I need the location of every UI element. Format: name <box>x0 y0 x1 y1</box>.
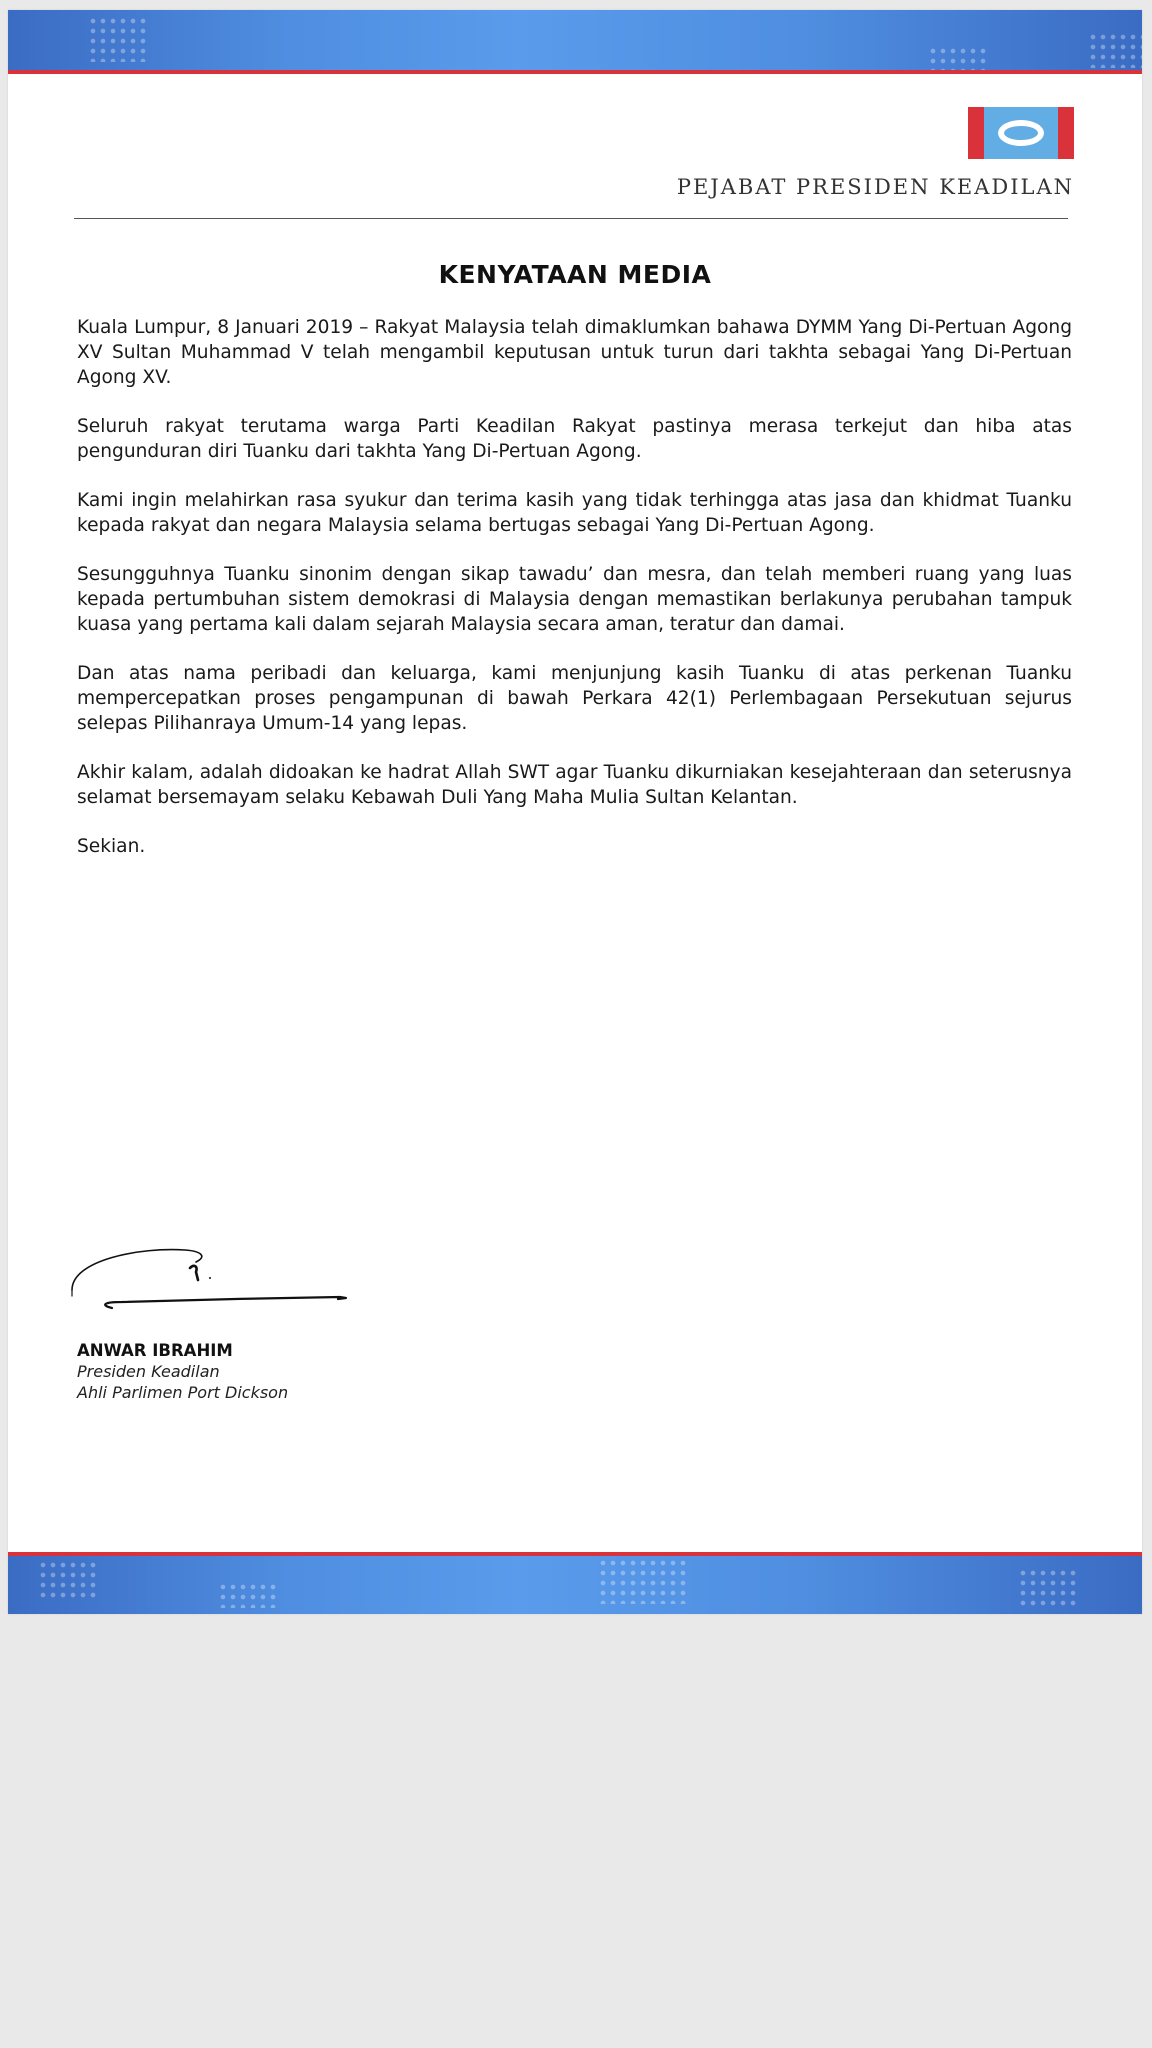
footer-band <box>8 1552 1142 1614</box>
signatory-role: Presiden Keadilan <box>77 1362 220 1381</box>
header-band <box>8 10 1142 74</box>
header-divider <box>74 218 1068 219</box>
footer-dot-pattern <box>598 1558 688 1604</box>
paragraph: Seluruh rakyat terutama warga Parti Keadilan Rakyat pastinya merasa terkejut dan hiba atas pengunduran diri Tuanku dari takhta Yang Di-Pertuan Agong. <box>77 416 1072 462</box>
footer-dot-pattern <box>38 1560 100 1600</box>
signatory-constituency: Ahli Parlimen Port Dickson <box>77 1383 289 1402</box>
paragraph: Kuala Lumpur, 8 Januari 2019 – Rakyat Malaysia telah dimaklumkan bahawa DYMM Yang Di-Pertuan Agong XV Sultan Muhammad V telah mengambil keputusan untuk turun dari takhta sebagai Yang Di-Pertuan Agong XV. <box>77 317 1072 388</box>
header-dot-pattern <box>1088 32 1142 68</box>
header-dot-pattern <box>88 16 150 62</box>
paragraph: Akhir kalam, adalah didoakan ke hadrat Allah SWT agar Tuanku dikurniakan kesejahteraan dan seterusnya selamat bersemayam selaku Kebawah Duli Yang Maha Mulia Sultan Kelantan. <box>77 762 1072 808</box>
header-red-line <box>8 70 1142 74</box>
statement-title: KENYATAAN MEDIA <box>438 260 712 289</box>
closing: Sekian. <box>77 836 146 857</box>
footer-red-line <box>8 1552 1142 1556</box>
statement-body <box>77 315 1072 883</box>
paragraph: Dan atas nama peribadi dan keluarga, kami menjunjung kasih Tuanku di atas perkenan Tuanku mempercepatkan proses pengampunan di bawah Perkara 42(1) Perlembagaan Persekutuan sejurus selepas Pilihanraya Umum-14 yang lepas. <box>77 663 1072 734</box>
header-dot-pattern <box>928 46 990 70</box>
eye-ring-icon <box>998 120 1044 146</box>
footer-dot-pattern <box>1018 1568 1080 1608</box>
handwritten-signature <box>70 1232 370 1322</box>
office-name: PEJABAT PRESIDEN KEADILAN <box>676 175 1074 199</box>
footer-dot-pattern <box>218 1582 280 1608</box>
keadilan-logo-icon <box>968 107 1074 159</box>
paragraph: Sesungguhnya Tuanku sinonim dengan sikap tawadu’ dan mesra, dan telah memberi ruang yang luas kepada pertumbuhan sistem demokrasi di Malaysia dengan memastikan berlakunya perubahan tampuk kuasa yang pertama kali dalam sejarah Malaysia secara aman, teratur dan damai. <box>77 564 1072 635</box>
paragraph: Kami ingin melahirkan rasa syukur dan terima kasih yang tidak terhingga atas jasa dan khidmat Tuanku kepada rakyat dan negara Malaysia selama bertugas sebagai Yang Di-Pertuan Agong. <box>77 490 1072 536</box>
letter-page <box>8 10 1142 1614</box>
signatory-name: ANWAR IBRAHIM <box>77 1341 233 1360</box>
